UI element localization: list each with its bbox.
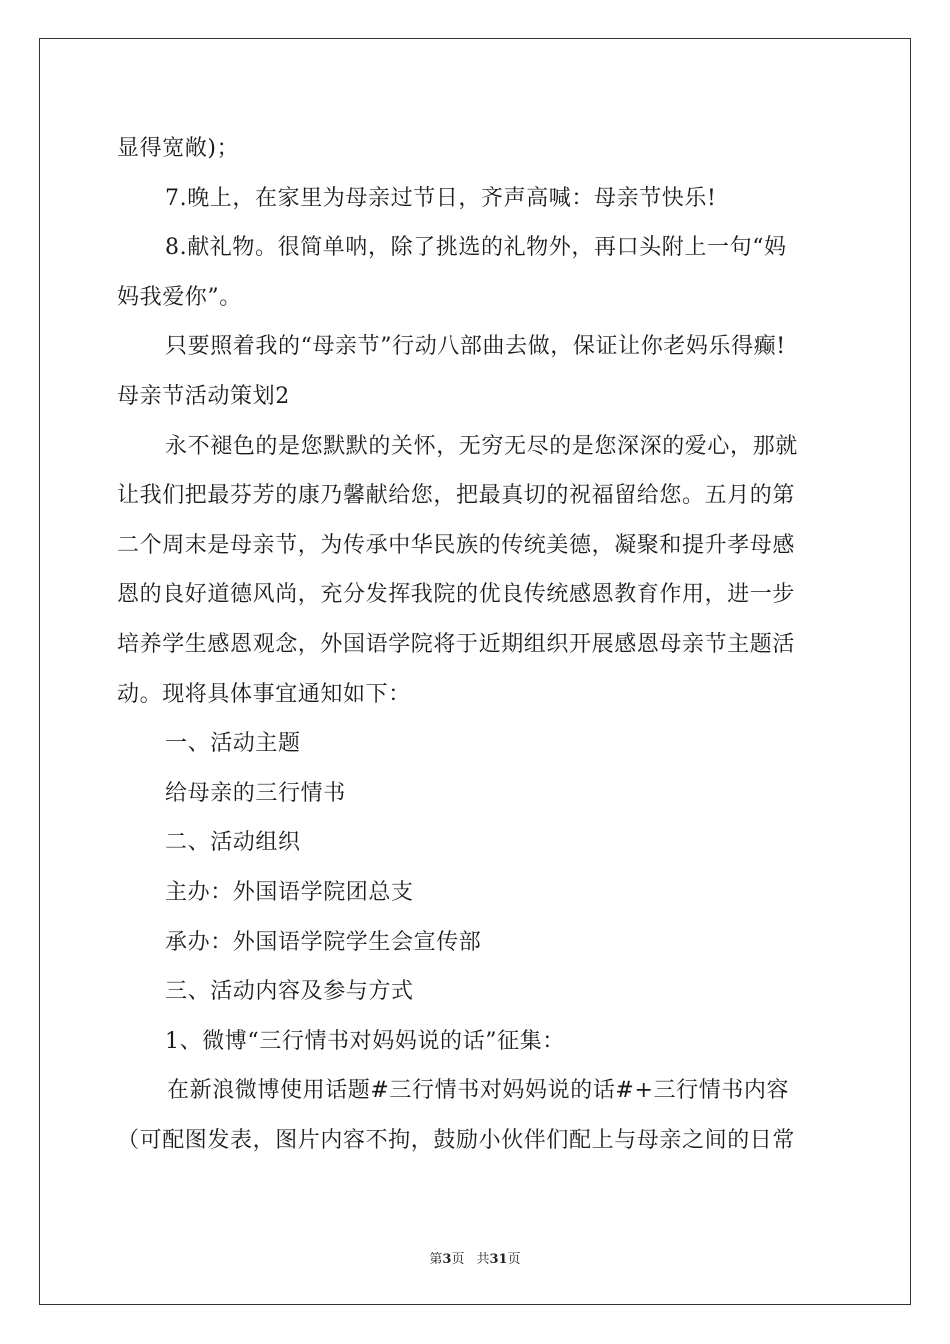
subheading: 二、活动组织 [165, 830, 301, 856]
page-footer [0, 1248, 950, 1267]
text-line: 让我们把最芬芳的康乃馨献给您，把最真切的祝福留给您。五月的第 [117, 483, 796, 509]
text-line: 培养学生感恩观念，外国语学院将于近期组织开展感恩母亲节主题活 [117, 631, 796, 657]
text-line: 显得宽敞)； [117, 136, 240, 161]
text-line: 恩的良好道德风尚，充分发挥我院的优良传统感恩教育作用，进一步 [117, 582, 796, 608]
page-total: 31 [489, 1252, 508, 1267]
section-heading: 母亲节活动策划2 [117, 383, 290, 409]
text-line: 永不褪色的是您默默的关怀，无穷无尽的是您深深的爱心，那就 [165, 433, 798, 459]
text-line: 二个周末是母亲节，为传承中华民族的传统美德，凝聚和提升孝母感 [117, 532, 796, 558]
text-line: 妈我爱你”。 [117, 284, 242, 310]
total-suffix: 页 [507, 1252, 521, 1267]
page-suffix: 页 [451, 1252, 465, 1267]
page-current: 3 [442, 1252, 452, 1267]
text-line: 承办：外国语学院学生会宣传部 [165, 929, 482, 955]
text-line: （可配图发表，图片内容不拘，鼓励小伙伴们配上与母亲之间的日常 [117, 1127, 796, 1153]
subheading: 一、活动主题 [165, 731, 301, 757]
text-line: 主办：外国语学院团总支 [165, 879, 414, 905]
text-line: 在新浪微博使用话题#三行情书对妈妈说的话#+三行情书内容 [167, 1078, 790, 1104]
text-line: 只要照着我的“母亲节”行动八部曲去做，保证让你老妈乐得癫! [165, 334, 786, 360]
text-line: 给母亲的三行情书 [165, 780, 346, 806]
text-line: 动。现将具体事宜通知如下： [117, 681, 411, 707]
text-line: 1、微博“三行情书对妈妈说的话”征集： [165, 1028, 565, 1054]
document-body [117, 124, 835, 1165]
subheading: 三、活动内容及参与方式 [165, 979, 414, 1005]
total-prefix: 共 [476, 1252, 490, 1267]
text-line: 8.献礼物。很简单呐，除了挑选的礼物外，再口头附上一句“妈 [165, 235, 787, 261]
page-prefix: 第 [429, 1252, 443, 1267]
text-line: 7.晚上，在家里为母亲过节日，齐声高喊：母亲节快乐! [165, 185, 717, 211]
